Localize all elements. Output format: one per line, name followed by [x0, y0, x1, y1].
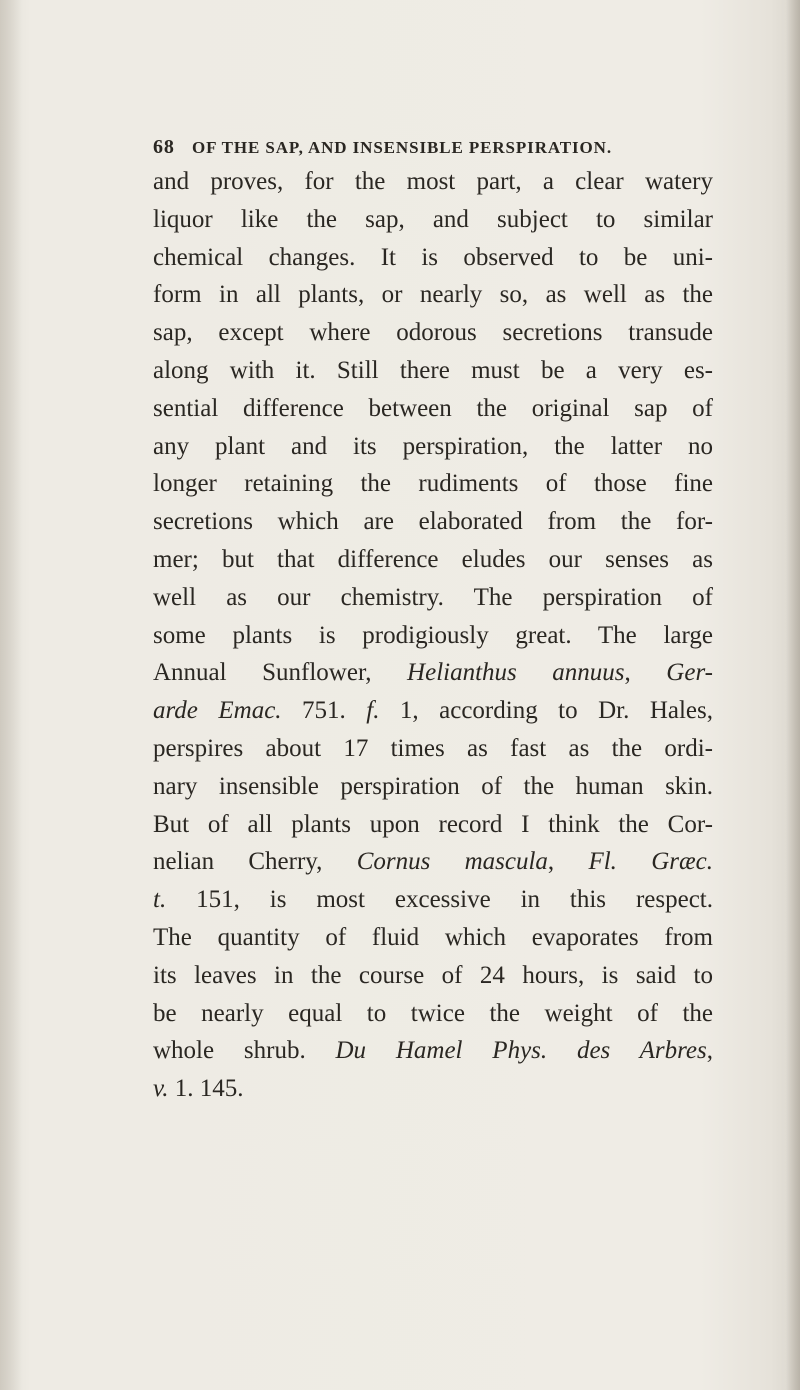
text-line [153, 919, 713, 957]
text-line [153, 1070, 713, 1108]
text-segment: 1. 145. [168, 1075, 244, 1103]
text-line [153, 503, 713, 541]
page-number: 68 [153, 136, 175, 158]
text-segment: whole shrub. [153, 1037, 336, 1065]
text-segment: some plants is prodigiously great. The large [153, 621, 713, 649]
italic-text: Cornus mascula [356, 848, 548, 876]
text-segment: , [706, 1037, 713, 1065]
italic-text: Du Hamel Phys. des Arbres [335, 1037, 707, 1065]
text-line [153, 390, 713, 428]
text-segment: well as our chemistry. The perspiration of [153, 583, 713, 611]
italic-text: Helianthus annuus [407, 659, 625, 687]
text-line [153, 617, 713, 655]
text-line [153, 995, 713, 1033]
running-head: OF THE SAP, AND INSENSIBLE PERSPIRATION. [191, 138, 612, 157]
text-segment: 751. [281, 697, 367, 725]
text-line [153, 541, 713, 579]
text-line [153, 201, 713, 239]
text-segment: any plant and its perspiration, the latter no [153, 432, 713, 460]
text-segment: liquor like the sap, and subject to similar [153, 205, 713, 233]
text-segment: sential difference between the original sap of [153, 394, 713, 422]
text-segment: perspires about 17 times as fast as the ordi- [153, 734, 713, 762]
text-segment: , [624, 659, 667, 687]
text-line [153, 428, 713, 466]
text-segment: along with it. Still there must be a very es- [153, 356, 713, 384]
italic-text: t. [153, 886, 167, 914]
italic-text: Fl. Græc. [588, 848, 713, 876]
text-line [153, 163, 713, 201]
text-segment: But of all plants upon record I think the Cor- [153, 810, 713, 838]
text-line [153, 843, 713, 881]
text-segment: chemical changes. It is observed to be uni- [153, 243, 713, 271]
italic-text: v. [153, 1075, 169, 1103]
text-segment: The quantity of fluid which evaporates from [153, 923, 713, 951]
italic-text: Ger- [666, 659, 714, 687]
text-line [153, 352, 713, 390]
text-line [153, 957, 713, 995]
italic-text: f. [366, 697, 380, 725]
text-line [153, 768, 713, 806]
text-line [153, 276, 713, 314]
text-segment: nelian Cherry, [153, 848, 357, 876]
italic-text: arde Emac. [153, 697, 282, 725]
text-segment: be nearly equal to twice the weight of the [153, 999, 713, 1027]
text-segment: Annual Sunflower, [153, 659, 408, 687]
text-segment: 151, is most excessive in this respect. [166, 886, 713, 914]
text-segment: and proves, for the most part, a clear watery [153, 168, 713, 195]
text-segment: nary insensible perspiration of the human skin. [153, 772, 713, 800]
text-line [153, 579, 713, 617]
text-segment: form in all plants, or nearly so, as well as the [153, 281, 713, 309]
text-segment: , [547, 848, 589, 876]
text-line [153, 692, 713, 730]
text-segment: mer; but that difference eludes our senses as [153, 545, 713, 573]
body-text [153, 163, 713, 1108]
page-header [153, 136, 713, 159]
text-line [153, 654, 713, 692]
text-segment: sap, except where odorous secretions transude [153, 319, 713, 347]
text-line [153, 1032, 713, 1070]
text-line [153, 314, 713, 352]
text-line [153, 806, 713, 844]
text-segment: longer retaining the rudiments of those fine [153, 470, 713, 498]
text-segment: secretions which are elaborated from the for- [153, 508, 713, 536]
text-line [153, 239, 713, 277]
text-line [153, 465, 713, 503]
text-line [153, 730, 713, 768]
text-segment: 1, according to Dr. Hales, [379, 697, 713, 725]
page-left-shadow [0, 0, 22, 1390]
text-line [153, 881, 713, 919]
text-segment: its leaves in the course of 24 hours, is said to [153, 961, 713, 989]
page-right-shadow [786, 0, 800, 1390]
